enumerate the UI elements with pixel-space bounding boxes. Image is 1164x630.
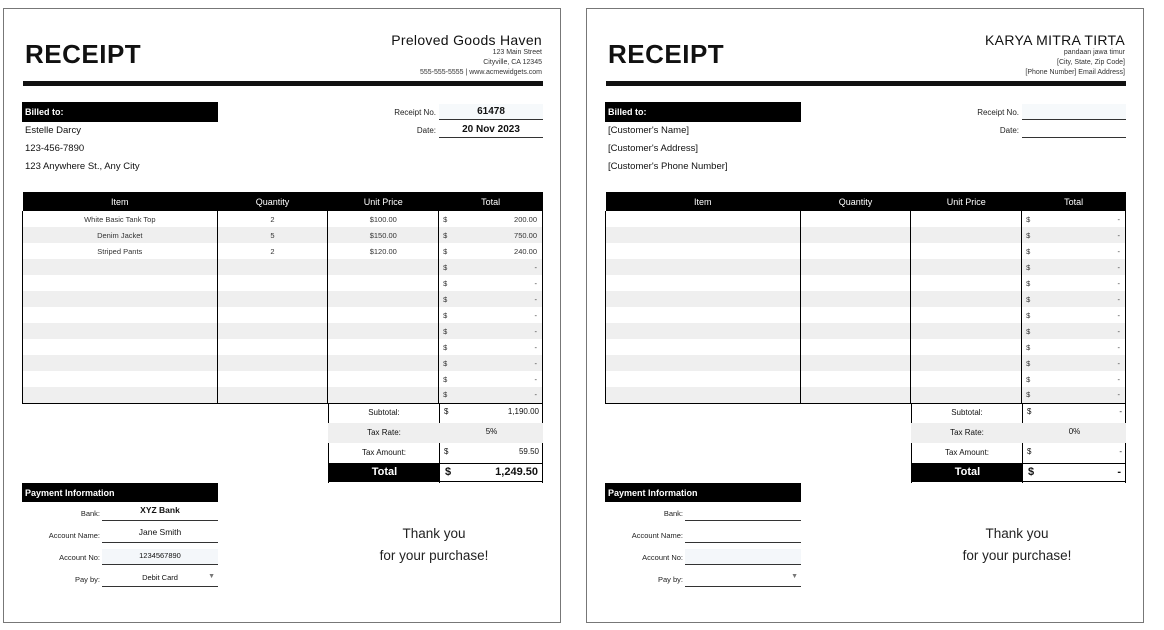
subtotal-row — [911, 403, 1126, 423]
table-row — [23, 371, 543, 387]
account-no-field[interactable]: 1234567890 — [102, 549, 218, 565]
cell-total-currency: $ — [1026, 278, 1031, 288]
cell-item[interactable]: White Basic Tank Top — [23, 211, 218, 227]
subtotal-currency: $ — [1027, 407, 1032, 416]
cell-total-amount: - — [1117, 342, 1120, 352]
cell-unit-price[interactable] — [328, 339, 439, 355]
table-row — [606, 307, 1126, 323]
cell-total-amount: 200.00 — [514, 214, 537, 224]
cell-item[interactable] — [23, 275, 218, 291]
payment-info-header: Payment Information — [22, 483, 218, 502]
receipt-title: RECEIPT — [25, 39, 142, 69]
bank-label: Bank: — [80, 509, 100, 518]
cell-total[interactable] — [1022, 291, 1126, 307]
cell-total[interactable] — [439, 371, 543, 387]
header-divider — [606, 81, 1126, 86]
cell-total[interactable] — [1022, 243, 1126, 259]
col-header-unit-price: Unit Price — [911, 192, 1022, 211]
subtotal-label: Subtotal: — [368, 408, 400, 417]
cell-item[interactable] — [606, 339, 801, 355]
tax-amount-currency: $ — [1027, 447, 1032, 456]
col-header-quantity: Quantity — [800, 192, 911, 211]
col-header-unit-price: Unit Price — [328, 192, 439, 211]
cell-item[interactable] — [23, 371, 218, 387]
cell-quantity[interactable]: 2 — [217, 243, 328, 259]
cell-item[interactable] — [606, 371, 801, 387]
cell-unit-price[interactable] — [911, 211, 1022, 227]
table-row — [23, 387, 543, 403]
cell-item[interactable] — [606, 307, 801, 323]
cell-unit-price[interactable] — [328, 259, 439, 275]
cell-unit-price[interactable] — [911, 275, 1022, 291]
cell-total-amount: 750.00 — [514, 230, 537, 240]
cell-total-amount: - — [534, 310, 537, 320]
cell-item[interactable] — [23, 291, 218, 307]
cell-total-currency: $ — [443, 326, 448, 336]
cell-total-amount: - — [1117, 326, 1120, 336]
cell-total-currency: $ — [443, 310, 448, 320]
pay-by-value: Debit Card — [142, 573, 178, 582]
cell-total-currency: $ — [443, 342, 448, 352]
cell-total-amount: - — [1117, 310, 1120, 320]
tax-rate-row — [328, 423, 543, 443]
cell-quantity[interactable] — [800, 307, 911, 323]
cell-quantity[interactable] — [800, 211, 911, 227]
cell-total-currency: $ — [443, 294, 448, 304]
cell-item[interactable] — [23, 339, 218, 355]
company-city-state-zip[interactable]: Cityville, CA 12345 — [483, 59, 542, 66]
col-header-item: Item — [23, 192, 218, 211]
tax-amount-currency: $ — [444, 447, 449, 456]
cell-unit-price[interactable] — [328, 307, 439, 323]
cell-unit-price[interactable] — [911, 323, 1022, 339]
customer-phone[interactable]: [Customer's Address] — [608, 143, 698, 154]
col-header-total: Total — [1022, 192, 1126, 211]
cell-quantity[interactable] — [800, 339, 911, 355]
col-header-quantity: Quantity — [217, 192, 328, 211]
tax-rate-value[interactable]: 5% — [485, 427, 498, 436]
cell-unit-price[interactable] — [911, 339, 1022, 355]
cell-total[interactable] — [439, 227, 543, 243]
cell-unit-price[interactable] — [328, 355, 439, 371]
receipt-sheet-2 — [586, 8, 1144, 623]
table-row — [23, 275, 543, 291]
thank-you-line2: for your purchase! — [379, 548, 489, 563]
thank-you-line2: for your purchase! — [962, 548, 1072, 563]
cell-total-amount: - — [1117, 294, 1120, 304]
bank-label: Bank: — [663, 509, 683, 518]
cell-unit-price[interactable] — [328, 371, 439, 387]
cell-total-currency: $ — [1026, 326, 1031, 336]
cell-total[interactable] — [1022, 355, 1126, 371]
receipt-no-label: Receipt No. — [394, 108, 436, 117]
cell-total[interactable] — [1022, 371, 1126, 387]
dropdown-caret-icon[interactable]: ▼ — [791, 573, 798, 580]
cell-total[interactable] — [439, 307, 543, 323]
cell-total-amount: - — [1117, 390, 1120, 400]
company-block — [282, 32, 542, 78]
cell-total[interactable] — [439, 339, 543, 355]
cell-total-amount: 240.00 — [514, 246, 537, 256]
cell-total-currency: $ — [443, 278, 448, 288]
cell-unit-price[interactable]: $150.00 — [328, 227, 439, 243]
cell-total-currency: $ — [1026, 374, 1031, 384]
cell-quantity[interactable] — [217, 307, 328, 323]
cell-unit-price[interactable]: $100.00 — [328, 211, 439, 227]
table-row — [23, 243, 543, 259]
pay-by-label: Pay by: — [657, 575, 683, 584]
thank-you-line1: Thank you — [985, 526, 1049, 541]
cell-total-amount: - — [534, 278, 537, 288]
cell-total[interactable] — [1022, 227, 1126, 243]
cell-total-currency: $ — [443, 390, 448, 400]
cell-quantity[interactable] — [800, 291, 911, 307]
cell-unit-price[interactable] — [911, 371, 1022, 387]
cell-total-currency: $ — [443, 374, 448, 384]
cell-total-currency: $ — [1026, 246, 1031, 256]
cell-item[interactable]: Striped Pants — [23, 243, 218, 259]
cell-quantity[interactable] — [800, 355, 911, 371]
grand-total-label: Total — [912, 464, 1023, 481]
subtotal-value[interactable]: - — [1119, 407, 1122, 416]
billed-to-header: Billed to: — [22, 102, 218, 122]
tax-amount-value[interactable]: 59.50 — [518, 447, 539, 456]
cell-item[interactable] — [23, 355, 218, 371]
cell-total-amount: - — [534, 358, 537, 368]
cell-quantity[interactable]: 2 — [217, 211, 328, 227]
subtotal-row — [328, 403, 543, 423]
cell-total[interactable] — [1022, 307, 1126, 323]
cell-item[interactable]: Denim Jacket — [23, 227, 218, 243]
table-row — [606, 243, 1126, 259]
cell-quantity[interactable] — [217, 259, 328, 275]
grand-total-row — [328, 463, 543, 482]
tax-rate-value[interactable]: 0% — [1068, 427, 1081, 436]
account-name-label: Account Name: — [48, 531, 100, 540]
pay-by-label: Pay by: — [74, 575, 100, 584]
cell-item[interactable] — [23, 387, 218, 403]
table-row — [606, 291, 1126, 307]
cell-quantity[interactable] — [217, 355, 328, 371]
cell-item[interactable] — [23, 307, 218, 323]
cell-total-amount: - — [1117, 374, 1120, 384]
subtotal-label: Subtotal: — [951, 408, 983, 417]
cell-total[interactable] — [439, 291, 543, 307]
bank-field[interactable] — [685, 505, 801, 521]
cell-item[interactable] — [606, 243, 801, 259]
company-name[interactable]: KARYA MITRA TIRTA — [985, 32, 1125, 48]
cell-quantity[interactable]: 5 — [217, 227, 328, 243]
bank-field[interactable]: XYZ Bank — [102, 505, 218, 521]
cell-total[interactable] — [1022, 275, 1126, 291]
cell-total-currency: $ — [1026, 230, 1031, 240]
payment-info-header: Payment Information — [605, 483, 801, 502]
cell-quantity[interactable] — [800, 227, 911, 243]
table-row — [23, 307, 543, 323]
cell-total-amount: - — [534, 326, 537, 336]
cell-unit-price[interactable] — [911, 355, 1022, 371]
cell-total-currency: $ — [1026, 390, 1031, 400]
items-table — [22, 192, 543, 404]
cell-total[interactable] — [439, 211, 543, 227]
customer-address[interactable]: 123 Anywhere St., Any City — [25, 161, 140, 172]
company-city-state-zip[interactable]: [City, State, Zip Code] — [1057, 59, 1125, 66]
items-table — [605, 192, 1126, 404]
table-row — [23, 211, 543, 227]
cell-item[interactable] — [23, 259, 218, 275]
table-row — [606, 371, 1126, 387]
table-row — [23, 227, 543, 243]
cell-total-currency: $ — [1026, 262, 1031, 272]
table-row — [606, 275, 1126, 291]
cell-quantity[interactable] — [217, 323, 328, 339]
cell-total[interactable] — [439, 323, 543, 339]
cell-unit-price[interactable] — [911, 227, 1022, 243]
customer-name[interactable]: [Customer's Name] — [608, 125, 690, 136]
cell-total[interactable] — [1022, 387, 1126, 403]
cell-total-amount: - — [1117, 278, 1120, 288]
table-row — [606, 227, 1126, 243]
customer-address[interactable]: [Customer's Phone Number] — [608, 161, 728, 172]
receipt-no-label: Receipt No. — [977, 108, 1019, 117]
table-row — [23, 291, 543, 307]
cell-total-currency: $ — [443, 214, 448, 224]
cell-total[interactable] — [439, 275, 543, 291]
date-label: Date: — [416, 126, 436, 135]
tax-rate-row — [911, 423, 1126, 443]
receipt-no-field[interactable]: 61478 — [439, 104, 543, 120]
cell-quantity[interactable] — [217, 275, 328, 291]
table-row — [606, 259, 1126, 275]
cell-quantity[interactable] — [800, 259, 911, 275]
grand-total-value[interactable]: - — [1117, 466, 1121, 478]
items-header-row — [606, 192, 1126, 211]
cell-item[interactable] — [606, 211, 801, 227]
company-contact[interactable]: 555-555-5555 | www.acmewidgets.com — [419, 69, 542, 76]
cell-item[interactable] — [606, 355, 801, 371]
cell-total[interactable] — [439, 243, 543, 259]
cell-total-amount: - — [534, 294, 537, 304]
cell-unit-price[interactable] — [328, 275, 439, 291]
cell-item[interactable] — [606, 227, 801, 243]
cell-total-amount: - — [534, 262, 537, 272]
company-block — [865, 32, 1125, 78]
table-row — [606, 211, 1126, 227]
tax-rate-label: Tax Rate: — [367, 428, 401, 437]
cell-total[interactable] — [1022, 211, 1126, 227]
company-contact[interactable]: [Phone Number] Email Address] — [1025, 69, 1125, 76]
cell-quantity[interactable] — [800, 243, 911, 259]
cell-total-amount: - — [1117, 214, 1120, 224]
table-row — [23, 355, 543, 371]
table-row — [606, 323, 1126, 339]
cell-unit-price[interactable] — [328, 387, 439, 403]
cell-total-currency: $ — [1026, 310, 1031, 320]
cell-total-amount: - — [534, 390, 537, 400]
cell-item[interactable] — [606, 275, 801, 291]
cell-total-currency: $ — [443, 230, 448, 240]
table-row — [23, 323, 543, 339]
cell-quantity[interactable] — [217, 339, 328, 355]
cell-total-currency: $ — [1026, 294, 1031, 304]
account-name-field[interactable]: Jane Smith — [102, 527, 218, 543]
account-name-field[interactable] — [685, 527, 801, 543]
company-address[interactable]: pandaan jawa timur — [1063, 49, 1125, 56]
grand-total-label: Total — [329, 464, 440, 481]
receipt-no-field[interactable] — [1022, 104, 1126, 120]
table-row — [606, 387, 1126, 403]
header-divider — [23, 81, 543, 86]
col-header-total: Total — [439, 192, 543, 211]
cell-total-amount: - — [1117, 358, 1120, 368]
tax-rate-label: Tax Rate: — [950, 428, 984, 437]
cell-total[interactable] — [1022, 323, 1126, 339]
account-no-label: Account No: — [59, 553, 100, 562]
company-name[interactable]: Preloved Goods Haven — [391, 32, 542, 48]
cell-item[interactable] — [606, 323, 801, 339]
cell-quantity[interactable] — [800, 371, 911, 387]
receipt-sheet-1 — [3, 8, 561, 623]
cell-total-currency: $ — [443, 246, 448, 256]
table-row — [23, 339, 543, 355]
receipt-title: RECEIPT — [608, 39, 725, 69]
cell-total[interactable] — [1022, 339, 1126, 355]
cell-unit-price[interactable] — [911, 243, 1022, 259]
billed-to-header: Billed to: — [605, 102, 801, 122]
cell-total-currency: $ — [1026, 214, 1031, 224]
cell-quantity[interactable] — [800, 275, 911, 291]
cell-total[interactable] — [439, 259, 543, 275]
customer-phone[interactable]: 123-456-7890 — [25, 143, 85, 154]
table-row — [23, 259, 543, 275]
cell-unit-price[interactable] — [328, 291, 439, 307]
tax-amount-label: Tax Amount: — [361, 448, 407, 457]
grand-total-row — [911, 463, 1126, 482]
account-name-label: Account Name: — [631, 531, 683, 540]
grand-total-currency: $ — [1028, 466, 1035, 478]
account-no-field[interactable] — [685, 549, 801, 565]
customer-name[interactable]: Estelle Darcy — [25, 125, 81, 136]
grand-total-currency: $ — [445, 466, 452, 478]
cell-quantity[interactable] — [217, 387, 328, 403]
cell-quantity[interactable] — [800, 387, 911, 403]
cell-unit-price[interactable] — [911, 291, 1022, 307]
cell-unit-price[interactable]: $120.00 — [328, 243, 439, 259]
date-label: Date: — [999, 126, 1019, 135]
cell-total-amount: - — [1117, 230, 1120, 240]
cell-quantity[interactable] — [800, 323, 911, 339]
cell-total-amount: - — [534, 374, 537, 384]
tax-amount-value[interactable]: - — [1119, 447, 1122, 456]
pay-by-dropdown[interactable] — [685, 571, 801, 587]
cell-unit-price[interactable] — [328, 323, 439, 339]
tax-amount-row — [911, 443, 1126, 463]
cell-total-currency: $ — [443, 358, 448, 368]
dropdown-caret-icon[interactable]: ▼ — [208, 573, 215, 580]
cell-total-amount: - — [534, 342, 537, 352]
cell-total-amount: - — [1117, 246, 1120, 256]
cell-quantity[interactable] — [217, 291, 328, 307]
cell-total-currency: $ — [1026, 358, 1031, 368]
thank-you-line1: Thank you — [402, 526, 466, 541]
cell-quantity[interactable] — [217, 371, 328, 387]
company-address[interactable]: 123 Main Street — [492, 49, 542, 56]
table-row — [606, 339, 1126, 355]
tax-amount-row — [328, 443, 543, 463]
grand-total-value[interactable]: 1,249.50 — [495, 466, 538, 478]
cell-total-amount: - — [1117, 262, 1120, 272]
tax-amount-label: Tax Amount: — [944, 448, 990, 457]
date-field[interactable]: 20 Nov 2023 — [439, 122, 543, 138]
cell-item[interactable] — [23, 323, 218, 339]
cell-total[interactable] — [439, 387, 543, 403]
table-row — [606, 355, 1126, 371]
cell-total-currency: $ — [443, 262, 448, 272]
cell-item[interactable] — [606, 387, 801, 403]
cell-unit-price[interactable] — [911, 307, 1022, 323]
cell-unit-price[interactable] — [911, 259, 1022, 275]
account-no-label: Account No: — [642, 553, 683, 562]
cell-total[interactable] — [1022, 259, 1126, 275]
col-header-item: Item — [606, 192, 801, 211]
items-header-row — [23, 192, 543, 211]
cell-item[interactable] — [606, 291, 801, 307]
cell-total-currency: $ — [1026, 342, 1031, 352]
date-field[interactable] — [1022, 122, 1126, 138]
cell-total[interactable] — [439, 355, 543, 371]
subtotal-value[interactable]: 1,190.00 — [507, 407, 539, 416]
pay-by-dropdown[interactable] — [102, 571, 218, 587]
subtotal-currency: $ — [444, 407, 449, 416]
cell-unit-price[interactable] — [911, 387, 1022, 403]
cell-item[interactable] — [606, 259, 801, 275]
